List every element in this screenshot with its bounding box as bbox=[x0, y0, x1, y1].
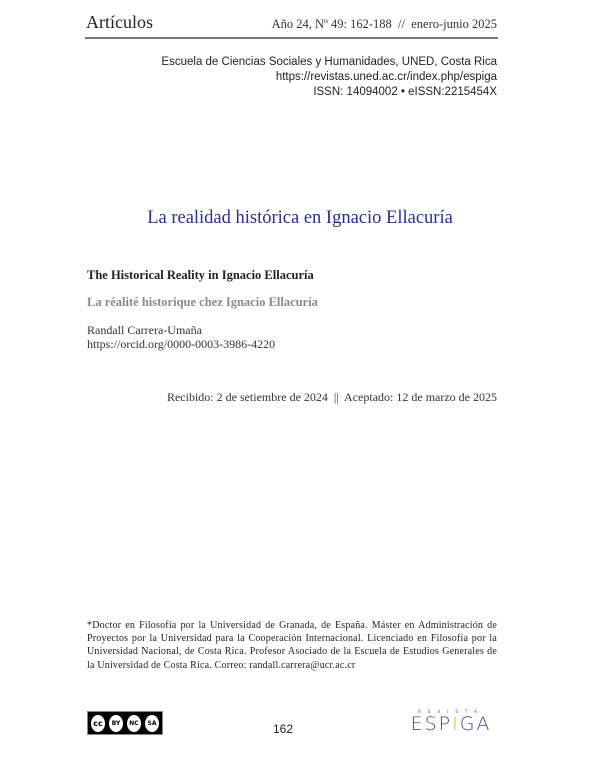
page-number: 162 bbox=[272, 722, 294, 736]
wheat-icon: I bbox=[452, 713, 460, 735]
by-icon: BY bbox=[108, 714, 124, 733]
article-title: La realidad histórica en Ignacio Ellacuría bbox=[147, 208, 453, 228]
title-french: La réalité historique chez Ignacio Ellacuría bbox=[87, 295, 318, 309]
author-block bbox=[87, 323, 275, 351]
dates: Recibido: 2 de setiembre de 2024 || Aceptado: 12 de marzo de 2025 bbox=[166, 390, 497, 404]
logo-small-text: REVISTA bbox=[418, 709, 484, 714]
orcid-link[interactable]: https://orcid.org/0000-0003-3986-4220 bbox=[87, 337, 276, 351]
cc-icon: cc bbox=[90, 714, 106, 733]
logo-text: ESPIGA bbox=[410, 713, 492, 735]
author-footnote: *Doctor en Filosofía por la Universidad de Granada, de España. Máster en Administración de Proyectos por la Universidad para la Cooperación Internacional. Licenciado en Filosofía por la Universidad Nacional, de Costa Rica. Profesor Asociado de la Escuela de Estudios Generales de la Universidad de Costa Rica. Correo: randall.carrera@ucr.ac.cr bbox=[87, 620, 497, 671]
institution-name: Escuela de Ciencias Sociales y Humanidades, UNED, Costa Rica bbox=[161, 56, 497, 68]
section-label: Artículos bbox=[86, 12, 153, 32]
nc-icon: NC bbox=[126, 714, 142, 733]
sa-icon: SA bbox=[144, 714, 160, 733]
header-divider bbox=[85, 37, 498, 39]
espiga-logo bbox=[408, 709, 494, 735]
author-name: Randall Carrera-Umaña bbox=[87, 323, 202, 337]
issn: ISSN: 14094002 • eISSN:2215454X bbox=[313, 86, 497, 98]
title-english: The Historical Reality in Ignacio Ellacuría bbox=[87, 268, 314, 282]
issue-info: Año 24, Nº 49: 162-188 // enero-junio 2025 bbox=[271, 17, 497, 31]
journal-url[interactable]: https://revistas.uned.ac.cr/index.php/espiga bbox=[275, 71, 497, 83]
